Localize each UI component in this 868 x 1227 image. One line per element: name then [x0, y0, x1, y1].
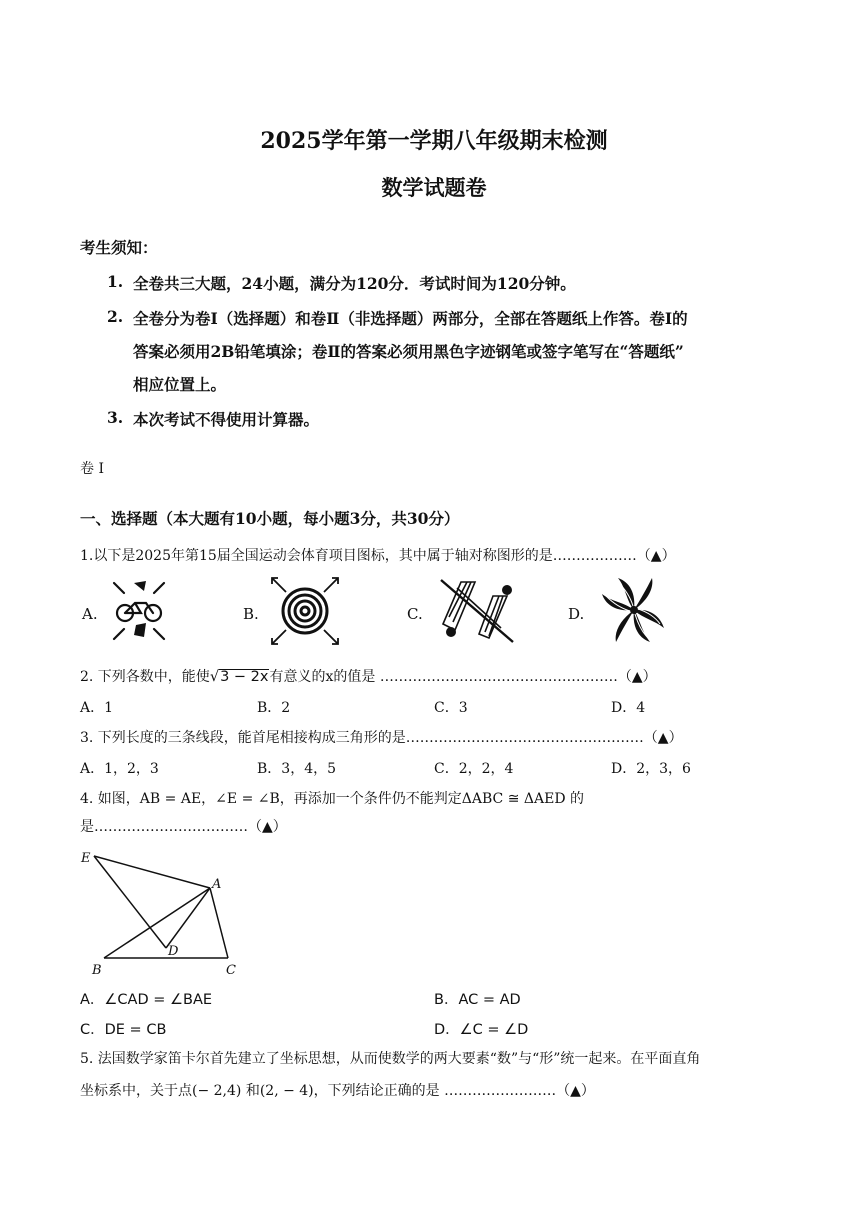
notice-item-3-text: 本次考试不得使用计算器。: [133, 410, 320, 429]
cycling-icon: [108, 577, 170, 645]
badminton-icon: [431, 572, 519, 648]
notice-item-3-number: 3.: [107, 408, 124, 427]
question-2-stem-prefix: 2. 下列各数中，能使: [80, 669, 210, 685]
question-3-option-b: B．3，4，5: [257, 761, 337, 777]
figure-label-c: C: [226, 963, 236, 978]
question-1-option-b: B.: [243, 605, 259, 623]
question-5-stem-line-1: 5. 法国数学家笛卡尔首先建立了坐标思想，从而使数学的两大要素“数”与“形”统一起来。在平面直角: [80, 1051, 701, 1067]
triangle-figure: [78, 842, 248, 978]
question-4-stem-line-1: 4. 如图，AB = AE，∠E = ∠B，再添加一个条件仍不能判定ΔABC ≅ ΔAED 的: [80, 791, 584, 807]
question-4-option-a: A．∠CAD = ∠BAE: [80, 992, 213, 1008]
question-2-option-b: B．2: [257, 700, 291, 716]
question-2-option-a: A．1: [80, 700, 114, 716]
question-3-stem: 3. 下列长度的三条线段，能首尾相接构成三角形的是……………………………………………（▲）: [80, 730, 683, 746]
figure-label-a: A: [212, 877, 222, 892]
notice-item-1-text: 全卷共三大题，24小题，满分为120分．考试时间为120分钟。: [133, 274, 576, 293]
section-heading: 一、选择题（本大题有10小题，每小题3分，共30分）: [80, 509, 460, 528]
question-1-option-c: C.: [407, 605, 423, 623]
question-1-option-a: A.: [82, 605, 98, 623]
question-4-option-d: D．∠C = ∠D: [434, 1022, 529, 1038]
notice-item-2-number: 2.: [107, 307, 124, 326]
figure-label-b: B: [92, 963, 102, 978]
question-2-option-c: C．3: [434, 700, 468, 716]
figure-label-d: D: [168, 944, 179, 959]
notice-item-2-line-3: 相应位置上。: [133, 375, 227, 394]
notice-item-2-line-2: 答案必须用2B铅笔填涂；卷Ⅱ的答案必须用黑色字迹钢笔或签字笔写在“答题纸”: [133, 342, 684, 361]
question-3-option-c: C．2，2，4: [434, 761, 514, 777]
question-3-option-d: D．2，3，6: [611, 761, 691, 777]
question-1-option-d: D.: [568, 605, 585, 623]
question-2-stem-suffix: 有意义的x的值是 ……………………………………………（▲）: [269, 669, 657, 685]
pinwheel-icon: [596, 572, 672, 648]
question-5-stem-line-2: 坐标系中，关于点(− 2,4) 和(2, − 4)，下列结论正确的是 ……………………（▲）: [80, 1083, 595, 1099]
question-4-stem-line-2: 是……………………………（▲）: [80, 819, 287, 835]
figure-label-e: E: [81, 851, 91, 866]
question-2-option-d: D．4: [611, 700, 646, 716]
notice-heading: 考生须知：: [80, 238, 158, 257]
archery-target-icon: [268, 574, 342, 648]
question-4-option-b: B．AC = AD: [434, 992, 521, 1008]
question-3-option-a: A．1，2，3: [80, 761, 159, 777]
question-1-stem: 1.以下是2025年第15届全国运动会体育项目图标，其中属于轴对称图形的是………………（▲）: [80, 548, 676, 564]
exam-title: 2025学年第一学期八年级期末检测: [260, 128, 608, 154]
question-2-radicand: 3 − 2x: [220, 669, 269, 685]
question-2-stem: [80, 666, 657, 686]
exam-subtitle: 数学试题卷: [381, 175, 487, 200]
notice-item-2-line-1: 全卷分为卷Ⅰ（选择题）和卷Ⅱ（非选择题）两部分，全部在答题纸上作答。卷Ⅰ的: [133, 309, 688, 328]
volume-label: 卷 Ⅰ: [80, 461, 104, 477]
notice-item-1-number: 1.: [107, 272, 124, 291]
sqrt-sign: √: [209, 669, 220, 685]
question-4-option-c: C．DE = CB: [80, 1022, 167, 1038]
